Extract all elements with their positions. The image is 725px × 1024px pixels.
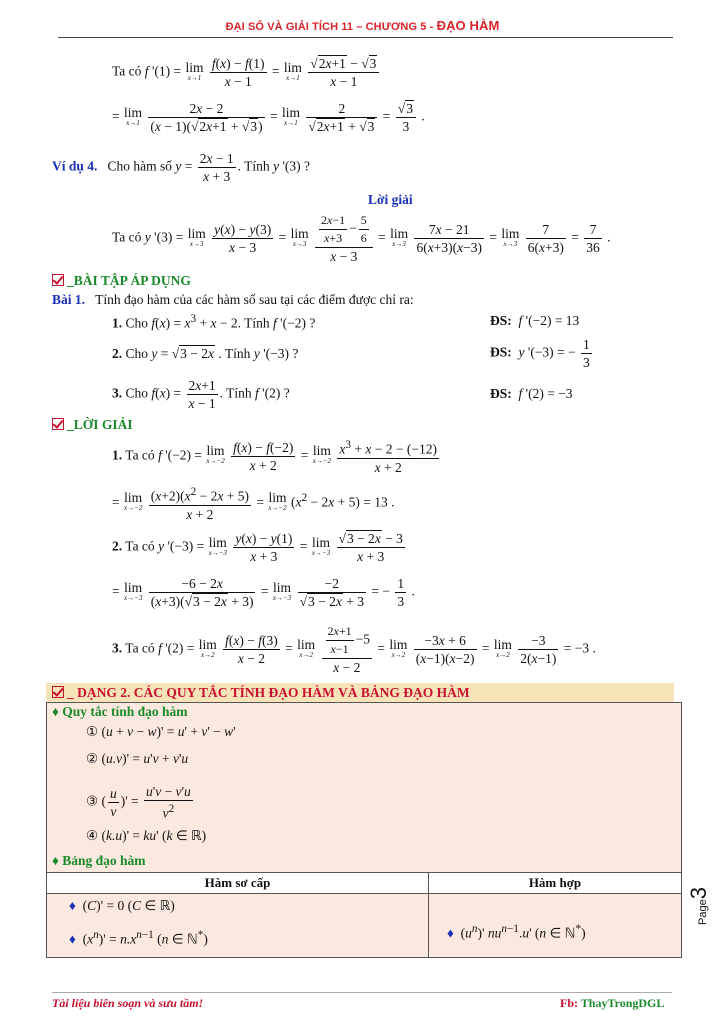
answer-1-label: ĐS: — [490, 313, 512, 328]
example-4-solution-title: Lời giải — [368, 192, 413, 207]
bai1-item-3: 3. Cho f(x) = $\frac{2x+1}{x - 1}$ . Tính f '(2) ? — [112, 378, 290, 411]
bai1-text: Tính đạo hàm của các hàm số sau tại các điểm được chỉ ra: — [95, 292, 414, 307]
rule-2: ② (u.v)' = u'v + v'u — [86, 751, 189, 766]
page-label: Page — [697, 899, 709, 925]
checkbox-icon — [52, 418, 64, 430]
intro-ta-co: Ta có — [112, 63, 142, 79]
item-3-num: 3. — [112, 385, 123, 401]
solution-3: 3. Ta có f '(2) = lim x→2 $\frac{f(x) - f(3)}{x - 2}$ = lim x→2 $\frac{2x+1}{x-1}$ −5 x − 2 = lim x→2 $\frac{-3x + 6}{(x-1)(x-2)}$ = lim x→2 $\frac{-3}{2(x-1)}$ = −3 . — [112, 624, 596, 675]
header-chapter: ĐẠI SỐ VÀ GIẢI TÍCH 11 – CHƯƠNG 5 - — [225, 21, 437, 33]
exercises-title: _BÀI TẬP ÁP DỤNG — [67, 273, 191, 288]
item-1-text: Cho — [125, 315, 149, 331]
table-cell-2: ♦ $(x^n)' = n.x^{n-1}$ (n ∈ ℕ*) — [69, 929, 208, 947]
dang2-title: _ DẠNG 2. CÁC QUY TẮC TÍNH ĐẠO HÀM VÀ BẢNG ĐẠO HÀM — [67, 685, 470, 700]
footer-right — [560, 996, 664, 1011]
rules-title: ♦ Quy tắc tính đạo hàm — [52, 704, 188, 719]
example-4-label: Ví dụ 4. — [52, 158, 98, 174]
solution-2-line-1: 2. Ta có y '(−3) = lim x→−3 $\frac{y(x) - y(1)}{x + 3}$ = lim x→−3 $\frac{√3 - 2x - 3}{x + 3}$ — [112, 531, 403, 564]
col-composite-header: Hàm hợp — [429, 873, 681, 894]
solutions-title: _LỜI GIẢI — [67, 417, 133, 432]
solution-1-line-2: = lim x→−2 $\frac{(x+2)(x^2 - 2x + 5)}{x + 2}$ = lim x→−2 $(x^2 - 2x + 5) = 13$ . — [112, 486, 395, 522]
exercises-heading — [52, 273, 191, 289]
bai1-label: Bài 1. — [52, 292, 86, 307]
table-cell-1: ♦ (C)' = 0 (C ∈ ℝ) — [69, 898, 175, 913]
intro-line-1: Ta có f '(1) = lim x→1 $\frac{f(x) - f(1)}{x - 1}$ = lim x→1 $\frac{√2x+1 - √3}{x - 1}$ — [112, 55, 381, 90]
footer-rule — [52, 992, 672, 993]
answer-2-label: ĐS: — [490, 344, 512, 360]
rule-4: ④ (k.u)' = ku' (k ∈ ℝ) — [86, 828, 207, 843]
item-1-num: 1. — [112, 315, 123, 331]
intro-line-2: = lim x→1 $\frac{2x - 2}{(x - 1)(√2x+1 + √3)}$ = lim x→1 $\frac{2}{√2x+1 + √3}$ = $\frac{√3}{3}$ . — [112, 101, 425, 134]
dang2-heading — [52, 685, 470, 701]
solution-ta-co: Ta có — [112, 229, 142, 245]
solutions-heading — [52, 417, 133, 433]
table-divider — [428, 873, 429, 957]
solution-2-line-2: = lim x→−3 $\frac{-6 - 2x}{(x+3)(√3 - 2x + 3)}$ = lim x→−3 $\frac{-2}{√3 - 2x + 3}$ = − $\frac{1}{3}$ . — [112, 576, 415, 609]
answer-3-label: ĐS: — [490, 386, 512, 401]
example-4: Ví dụ 4. Cho hàm số y = $\frac{2x - 1}{x + 3}$ . Tính y '(3) ? — [52, 151, 310, 184]
table-title: ♦ Bảng đạo hàm — [52, 853, 146, 868]
item-2-num: 2. — [112, 346, 123, 361]
example-4-solution: Ta có y '(3) = lim x→3 $\frac{y(x) - y(3)}{x - 3}$ = lim x→3 $\frac{2x-1}{x+3}$ − $\frac{5}{6}$ x − 3 = lim x→3 $\frac{7x - 21}{6(x+3)(x-3)}$ = lim x→3 $\frac{7}{6(x+3)}$ = $\frac{7}{36}$ . — [112, 213, 611, 264]
page-number — [686, 887, 712, 925]
bai1-item-1: 1. Cho $f(x) = x^3 + x - 2$. Tính f '(−2) ? — [112, 313, 316, 331]
solution-1-line-1: 1. Ta có f '(−2) = lim x→−2 $\frac{f(x) - f(-2)}{x + 2}$ = lim x→−2 $\frac{x^3 + x - 2 - (-12)}{x + 2}$ — [112, 439, 438, 475]
footer-author-link[interactable]: ThayTrongDGL — [580, 996, 665, 1010]
page-header — [0, 18, 725, 33]
item-2-text: Cho — [125, 346, 149, 361]
bai1-answer-3: ĐS: f '(2) = −3 — [490, 386, 573, 401]
bai1-item-2: 2. Cho y = √3 − 2x . Tính y '(−3) ? — [112, 346, 299, 361]
header-rule — [58, 37, 673, 38]
rule-1: ① (u + v − w)' = u' + v' − w' — [86, 724, 236, 739]
example-4-text: Cho hàm số — [107, 158, 173, 174]
item-3-text: Cho — [125, 385, 149, 401]
page-num: 3 — [686, 887, 711, 900]
sol3-ta-co: Ta có — [125, 640, 155, 656]
header-topic: ĐẠO HÀM — [436, 18, 500, 33]
bai1-line — [52, 292, 414, 308]
bai1-answer-2: ĐS: y '(−3) = − $\frac{1}{3}$ — [490, 337, 590, 370]
checkbox-icon — [52, 274, 64, 286]
derivative-table — [46, 872, 682, 958]
sol2-ta-co: Ta có — [125, 538, 155, 554]
footer-left: Tài liệu biên soạn và sưu tầm! — [52, 996, 204, 1010]
example-4-ask: . Tính — [237, 158, 270, 174]
bai1-answer-1: ĐS: f '(−2) = 13 — [490, 313, 580, 328]
col-elementary-header: Hàm sơ cấp — [47, 873, 428, 894]
table-cell-3: ♦ $(u^n)'$ $nu^{n-1}.u'$ (n ∈ ℕ*) — [447, 923, 586, 941]
sol1-ta-co: Ta có — [125, 447, 155, 463]
rule-3: ③ ( $\frac{u}{v}$ )' = $\frac{u'v - v'u}{v^2}$ — [86, 784, 191, 821]
footer-fb-label: Fb: — [560, 996, 578, 1010]
checkbox-icon — [52, 686, 64, 698]
